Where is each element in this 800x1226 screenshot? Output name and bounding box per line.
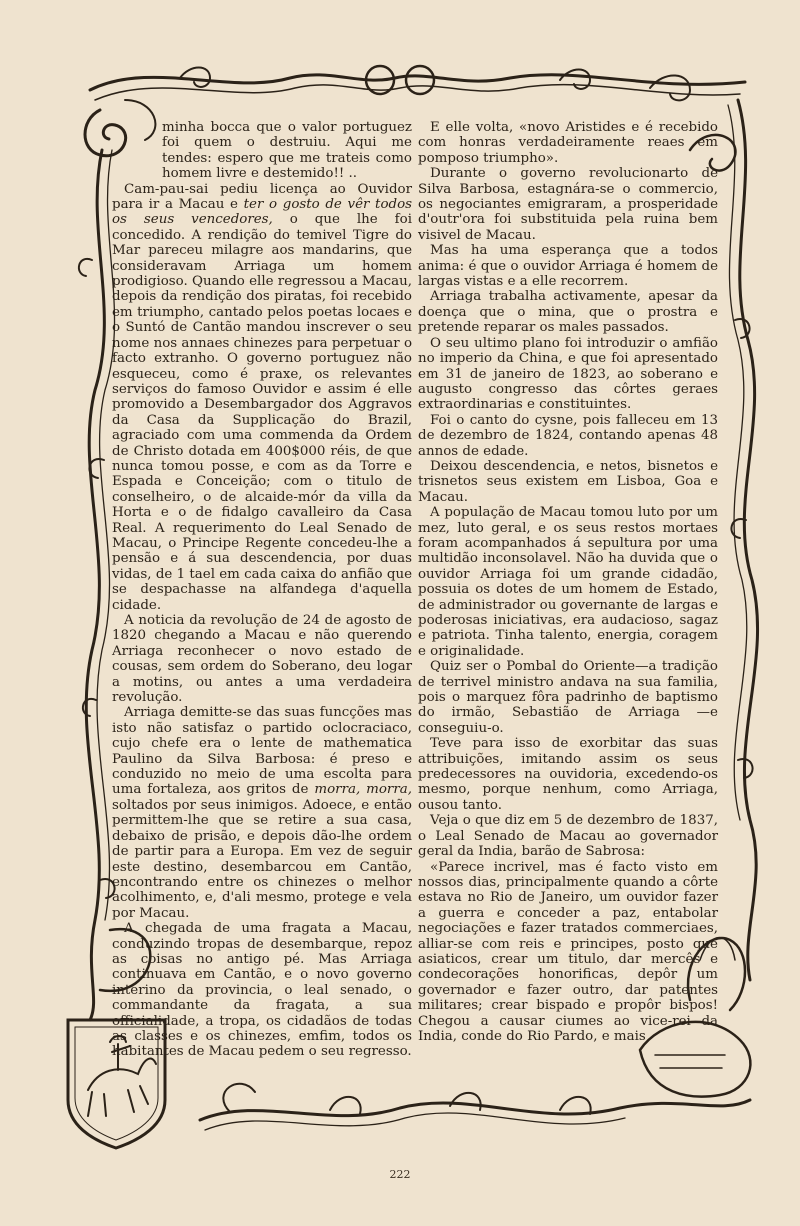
paragraph: Veja o que diz em 5 de dezembro de 1837, o Leal Senado de Macau ao governador geral da India, barão de Sabrosa:: [418, 813, 718, 860]
paragraph: Arriaga trabalha activamente, apesar da doença que o mina, que o prostra e pretende reparar os males passados.: [418, 289, 718, 336]
paragraph: A noticia da revolução de 24 de agosto de 1820 chegando a Macau e não querendo Arriaga reconhecer o novo estado de cousas, sem ordem do Soberano, deu logar a motins, ou antes a uma verdadeira revolução.: [112, 613, 412, 706]
page-number: 222: [389, 1168, 411, 1181]
paragraph: Durante o governo revolucionarto de Silva Barbosa, estagnára-se o commercio, os negociantes emigraram, a prosperidade d'outr'ora foi substituida pela ruina bem visivel de Macau.: [418, 166, 718, 243]
paragraph: O seu ultimo plano foi introduzir o amfião no imperio da China, e que foi apresentado em 31 de janeiro de 1823, ao soberano e augusto congresso das côrtes geraes extraordinarias e constituintes.: [418, 335, 718, 413]
paragraph: Arriaga demitte-se das suas funcções mas isto não satisfaz o partido oclocraciaco, cujo chefe era o lente de mathematica Paulino da Silva Barbosa: é preso e conduzido no meio de uma escolta para uma fortaleza, aos gritos de morra, morra, soltados por seus inimigos. Adoece, e então permittem-lhe que se retire a sua casa, debaixo de prisão, e depois dão-lhe ordem de partir para a Europa. Em vez de seguir este destino, desembarcou em Cantão, encontrando entre os chinezes o melhor acolhimento, e, d'ali mesmo, protege e vela por Macau.: [112, 705, 412, 921]
paragraph: E elle volta, «novo Aristides e é recebido com honras verdadeiramente reaes em pomposo triumpho».: [418, 120, 718, 166]
paragraph: «Parece incrivel, mas é facto visto em nossos dias, principalmente quando a côrte estava no Rio de Janeiro, um ouvidor fazer a guerra e conceder a paz, entabolar negociações e fazer tratados commerciaes, alliar-se com reis e principes, posto que asiaticos, crear um titulo, dar mercês e condecorações honorificas, depôr um governador e fazer outro, dar patentes militares; crear bispado e propôr bispos! Chegou a causar ciumes ao vice-rei da India, conde do Rio Pardo, e mais: [418, 859, 718, 1044]
right-text-column: [418, 120, 718, 1044]
paragraph: A chegada de uma fragata a Macau, conduzindo tropas de desembarque, repoz as coisas no antigo pé. Mas Arriaga continuava em Cantão, e o novo governo interino da provincia, o leal senado, o commandante da fragata, a sua officialidade, a tropa, os cidadãos de todas as classes e os chinezes, emfim, todos os habitantes de Macau pedem o seu regresso.: [112, 921, 412, 1060]
paragraph: Quiz ser o Pombal do Oriente—a tradição de terrivel ministro andava na sua familia, pois o marquez fôra padrinho de baptismo do irmão, Sebastião de Arriaga —e conseguiu-o.: [418, 659, 718, 736]
paragraph: A população de Macau tomou luto por um mez, luto geral, e os seus restos mortaes foram acompanhados á sepultura por uma multidão inconsolavel. Não ha duvida que o ouvidor Arriaga foi um grande cidadão, possuia os dotes de um homem de Estado, de administrador ou governante de largas e poderosas iniciativas, era audacioso, sagaz e patriota. Tinha talento, energia, coragem e originalidade.: [418, 505, 718, 659]
left-text-column: [112, 120, 412, 1060]
paragraph: Cam-pau-sai pediu licença ao Ouvidor para ir a Macau e ter o gosto de vêr todos os seus vencedores, o que lhe foi concedido. A rendição do temivel Tigre do Mar pareceu milagre aos mandarins, que consideravam Arriaga um homem prodigioso. Quando elle regressou a Macau, depois da rendição dos piratas, foi recebido em triumpho, cantado pelos poetas locaes e o Suntó de Cantão mandou inscrever o seu nome nos annaes chinezes para perpetuar o facto extranho. O governo portuguez não esqueceu, como é praxe, os relevantes serviços do famoso Ouvidor e assim é elle promovido a Desembargador dos Aggravos da Casa da Supplicação do Brazil, agraciado com uma commenda da Ordem de Christo dotada em 400$000 réis, de que nunca tomou posse, e com as da Torre e Espada e Conceição; com o titulo de conselheiro, o de alcaide-mór da villa da Horta e o de fidalgo cavalleiro da Casa Real. A requerimento do Leal Senado de Macau, o Principe Regente concedeu-lhe a pensão e á sua descendencia, por duas vidas, de 1 tael em cada caixa do anfião que se despachasse na alfandega d'aquella cidade.: [112, 181, 413, 613]
paragraph: Mas ha uma esperança que a todos anima: é que o ouvidor Arriaga é homem de largas vistas e a elle recorrem.: [418, 243, 718, 290]
paragraph: minha bocca que o valor portuguez foi quem o destruiu. Aqui me tendes: espero que me trateis como homem livre e destemido!! ..: [162, 120, 412, 182]
paragraph: Foi o canto do cysne, pois falleceu em 13 de dezembro de 1824, contando apenas 48 annos de edade.: [418, 412, 718, 459]
paragraph: Teve para isso de exorbitar das suas attribuições, imitando assim os seus predecessores na ouvidoria, excedendo-os mesmo, porque nenhum, como Arriaga, ousou tanto.: [418, 736, 718, 813]
paragraph: Deixou descendencia, e netos, bisnetos e trisnetos seus existem em Lisboa, Goa e Macau.: [418, 458, 718, 505]
